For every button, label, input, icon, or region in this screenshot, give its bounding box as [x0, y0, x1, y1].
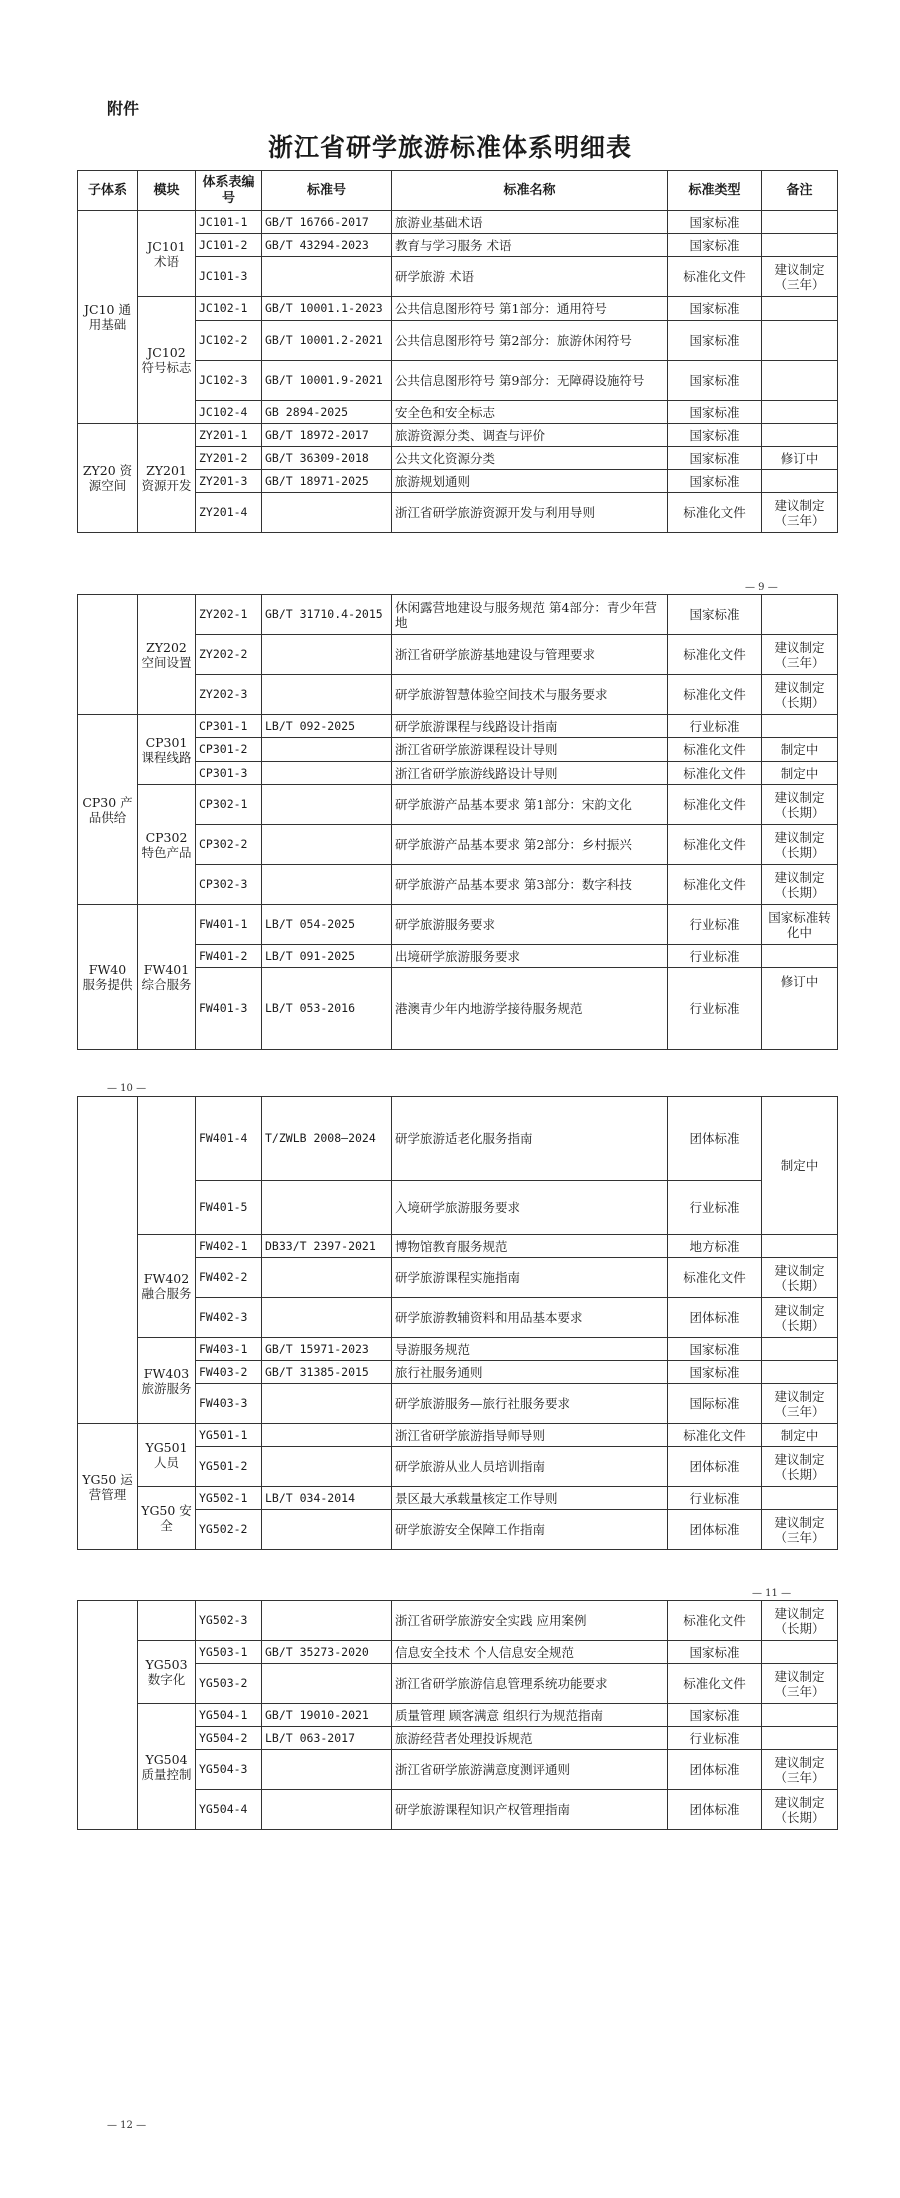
standard-number: [262, 1298, 392, 1338]
system-code: JC102-1: [196, 297, 262, 321]
remark: [762, 1641, 838, 1664]
system-code: JC101-1: [196, 211, 262, 234]
remark: 建议制定（长期）: [762, 865, 838, 905]
standard-type: 团体标准: [668, 1097, 762, 1181]
standard-type: 国家标准: [668, 447, 762, 470]
standard-name: 浙江省研学旅游指导师导则: [392, 1424, 668, 1447]
system-code: ZY202-1: [196, 595, 262, 635]
remark: 建议制定（长期）: [762, 675, 838, 715]
table-row: [78, 1338, 838, 1361]
standard-number: LB/T 053-2016: [262, 968, 392, 1050]
standard-name: 研学旅游课程知识产权管理指南: [392, 1790, 668, 1830]
subsystem-cell: JC10 通用基础: [78, 211, 138, 424]
page-number: — 12 —: [107, 2120, 147, 2131]
remark: 建议制定（长期）: [762, 785, 838, 825]
standard-type: 行业标准: [668, 1181, 762, 1235]
header-standard-number: 标准号: [262, 171, 392, 211]
standard-name: 质量管理 顾客满意 组织行为规范指南: [392, 1704, 668, 1727]
remark: 建议制定（三年）: [762, 635, 838, 675]
remark: [762, 321, 838, 361]
standard-number: [262, 1790, 392, 1830]
subsystem-cell: FW40 服务提供: [78, 905, 138, 1050]
remark: 建议制定（长期）: [762, 825, 838, 865]
standard-type: 团体标准: [668, 1447, 762, 1487]
standard-name: 研学旅游产品基本要求 第1部分：宋韵文化: [392, 785, 668, 825]
system-code: JC102-2: [196, 321, 262, 361]
remark: [762, 1361, 838, 1384]
module-cell: ZY201 资源开发: [138, 424, 196, 533]
standard-number: [262, 1258, 392, 1298]
standard-name: 研学旅游智慧体验空间技术与服务要求: [392, 675, 668, 715]
remark: 建议制定（长期）: [762, 1258, 838, 1298]
standard-type: 标准化文件: [668, 635, 762, 675]
module-cell: JC102 符号标志: [138, 297, 196, 424]
standard-type: 国家标准: [668, 470, 762, 493]
system-code: FW401-2: [196, 945, 262, 968]
standard-number: LB/T 091-2025: [262, 945, 392, 968]
table-row: [78, 211, 838, 234]
system-code: FW402-1: [196, 1235, 262, 1258]
remark: [762, 470, 838, 493]
standard-number: GB/T 10001.2-2021: [262, 321, 392, 361]
standard-name: 研学旅游课程与线路设计指南: [392, 715, 668, 738]
standard-number: LB/T 063-2017: [262, 1727, 392, 1750]
system-code: YG501-2: [196, 1447, 262, 1487]
module-cell: YG503 数字化: [138, 1641, 196, 1704]
standard-number: GB/T 19010-2021: [262, 1704, 392, 1727]
system-code: YG501-1: [196, 1424, 262, 1447]
remark: 修订中: [762, 968, 838, 1050]
system-code: ZY201-3: [196, 470, 262, 493]
remark: 建议制定（三年）: [762, 493, 838, 533]
standard-type: 行业标准: [668, 1487, 762, 1510]
remark: [762, 1487, 838, 1510]
standard-name: 港澳青少年内地游学接待服务规范: [392, 968, 668, 1050]
system-code: YG502-2: [196, 1510, 262, 1550]
standard-type: 标准化文件: [668, 675, 762, 715]
standard-name: 入境研学旅游服务要求: [392, 1181, 668, 1235]
standard-type: 标准化文件: [668, 1664, 762, 1704]
system-code: YG504-4: [196, 1790, 262, 1830]
remark: [762, 715, 838, 738]
standard-type: 国家标准: [668, 321, 762, 361]
standard-name: 研学旅游服务—旅行社服务要求: [392, 1384, 668, 1424]
system-code: JC102-3: [196, 361, 262, 401]
system-code: FW403-3: [196, 1384, 262, 1424]
system-code: FW401-1: [196, 905, 262, 945]
standard-number: GB/T 18971-2025: [262, 470, 392, 493]
standard-number: [262, 1664, 392, 1704]
subsystem-cell: [78, 1097, 138, 1424]
remark: 建议制定（三年）: [762, 257, 838, 297]
standard-name: 旅行社服务通则: [392, 1361, 668, 1384]
remark: 建议制定（三年）: [762, 1750, 838, 1790]
standard-type: 国家标准: [668, 297, 762, 321]
standard-number: LB/T 054-2025: [262, 905, 392, 945]
standard-type: 团体标准: [668, 1750, 762, 1790]
remark: [762, 1338, 838, 1361]
header-system-code: 体系表编号: [196, 171, 262, 211]
system-code: FW402-3: [196, 1298, 262, 1338]
module-cell: CP301 课程线路: [138, 715, 196, 785]
module-cell: CP302 特色产品: [138, 785, 196, 905]
standard-type: 标准化文件: [668, 738, 762, 762]
system-code: YG502-3: [196, 1601, 262, 1641]
standard-name: 公共文化资源分类: [392, 447, 668, 470]
standard-number: [262, 635, 392, 675]
standard-name: 研学旅游课程实施指南: [392, 1258, 668, 1298]
module-cell: FW401 综合服务: [138, 905, 196, 1050]
remark: [762, 595, 838, 635]
table-row: [78, 1487, 838, 1510]
system-code: YG503-2: [196, 1664, 262, 1704]
system-code: ZY202-3: [196, 675, 262, 715]
standard-number: [262, 1424, 392, 1447]
module-cell: YG50 安全: [138, 1487, 196, 1550]
remark: [762, 1704, 838, 1727]
subsystem-cell: CP30 产品供给: [78, 715, 138, 905]
table-row: [78, 1641, 838, 1664]
table-row: [78, 1235, 838, 1258]
table-row: [78, 1424, 838, 1447]
remark: 建议制定（长期）: [762, 1790, 838, 1830]
standard-name: 浙江省研学旅游线路设计导则: [392, 762, 668, 785]
module-cell: FW402 融合服务: [138, 1235, 196, 1338]
table-row: [78, 424, 838, 447]
standard-number: [262, 257, 392, 297]
system-code: FW401-5: [196, 1181, 262, 1235]
page-number: — 10 —: [107, 1083, 147, 1094]
standard-type: 行业标准: [668, 968, 762, 1050]
header-standard-name: 标准名称: [392, 171, 668, 211]
module-cell: YG504 质量控制: [138, 1704, 196, 1830]
remark: 制定中: [762, 1097, 838, 1235]
standard-type: 标准化文件: [668, 1601, 762, 1641]
header-standard-type: 标准类型: [668, 171, 762, 211]
standard-number: [262, 1510, 392, 1550]
standard-type: 团体标准: [668, 1790, 762, 1830]
page-number: — 11 —: [752, 1588, 792, 1599]
standard-number: GB/T 35273-2020: [262, 1641, 392, 1664]
standard-number: GB 2894-2025: [262, 401, 392, 424]
standard-type: 标准化文件: [668, 865, 762, 905]
remark: [762, 1727, 838, 1750]
standard-number: GB/T 31710.4-2015: [262, 595, 392, 635]
system-code: YG504-2: [196, 1727, 262, 1750]
standard-name: 公共信息图形符号 第9部分：无障碍设施符号: [392, 361, 668, 401]
system-code: ZY201-4: [196, 493, 262, 533]
standard-type: 行业标准: [668, 945, 762, 968]
system-code: JC102-4: [196, 401, 262, 424]
page-number: — 9 —: [745, 582, 778, 593]
standard-type: 团体标准: [668, 1510, 762, 1550]
table-header-row: [78, 171, 838, 211]
standard-number: [262, 1601, 392, 1641]
system-code: FW403-1: [196, 1338, 262, 1361]
table-row: [78, 785, 838, 825]
standard-name: 旅游规划通则: [392, 470, 668, 493]
system-code: ZY201-2: [196, 447, 262, 470]
remark: [762, 211, 838, 234]
page-title: 浙江省研学旅游标准体系明细表: [267, 133, 632, 162]
remark: 建议制定（长期）: [762, 1298, 838, 1338]
table-row: [78, 1097, 838, 1181]
standard-number: [262, 675, 392, 715]
module-cell: JC101 术语: [138, 211, 196, 297]
remark: [762, 1235, 838, 1258]
remark: 修订中: [762, 447, 838, 470]
standards-table-part-4: [77, 1600, 838, 1830]
system-code: YG502-1: [196, 1487, 262, 1510]
subsystem-cell: ZY20 资源空间: [78, 424, 138, 533]
standard-number: [262, 1384, 392, 1424]
system-code: CP302-1: [196, 785, 262, 825]
remark: [762, 297, 838, 321]
system-code: YG504-3: [196, 1750, 262, 1790]
standard-type: 国际标准: [668, 1384, 762, 1424]
table-row: [78, 1704, 838, 1727]
remark: 制定中: [762, 738, 838, 762]
system-code: FW402-2: [196, 1258, 262, 1298]
subsystem-cell: [78, 595, 138, 715]
system-code: ZY201-1: [196, 424, 262, 447]
standard-number: [262, 738, 392, 762]
standard-number: [262, 1750, 392, 1790]
standard-number: GB/T 10001.9-2021: [262, 361, 392, 401]
standard-number: GB/T 10001.1-2023: [262, 297, 392, 321]
module-cell: ZY202 空间设置: [138, 595, 196, 715]
module-cell: FW403 旅游服务: [138, 1338, 196, 1424]
standard-type: 国家标准: [668, 1361, 762, 1384]
standard-type: 标准化文件: [668, 1424, 762, 1447]
standard-name: 出境研学旅游服务要求: [392, 945, 668, 968]
system-code: JC101-2: [196, 234, 262, 257]
remark: 建议制定（长期）: [762, 1447, 838, 1487]
standard-type: 团体标准: [668, 1298, 762, 1338]
standard-name: 浙江省研学旅游安全实践 应用案例: [392, 1601, 668, 1641]
standard-type: 标准化文件: [668, 493, 762, 533]
standard-number: [262, 493, 392, 533]
remark: 建议制定（三年）: [762, 1510, 838, 1550]
standard-type: 国家标准: [668, 1338, 762, 1361]
standard-number: LB/T 034-2014: [262, 1487, 392, 1510]
standard-number: [262, 762, 392, 785]
standard-type: 标准化文件: [668, 825, 762, 865]
standard-type: 标准化文件: [668, 762, 762, 785]
header-remarks: 备注: [762, 171, 838, 211]
system-code: CP301-1: [196, 715, 262, 738]
standard-number: GB/T 18972-2017: [262, 424, 392, 447]
system-code: YG503-1: [196, 1641, 262, 1664]
standards-table-part-1: [77, 170, 838, 533]
standard-name: 公共信息图形符号 第2部分：旅游休闲符号: [392, 321, 668, 361]
standard-number: [262, 1181, 392, 1235]
standard-name: 公共信息图形符号 第1部分：通用符号: [392, 297, 668, 321]
standard-name: 景区最大承载量核定工作导则: [392, 1487, 668, 1510]
standard-type: 国家标准: [668, 234, 762, 257]
standard-type: 国家标准: [668, 211, 762, 234]
remark: 制定中: [762, 762, 838, 785]
standard-name: 浙江省研学旅游信息管理系统功能要求: [392, 1664, 668, 1704]
system-code: FW403-2: [196, 1361, 262, 1384]
standard-number: [262, 825, 392, 865]
system-code: CP302-2: [196, 825, 262, 865]
standard-name: 导游服务规范: [392, 1338, 668, 1361]
standard-name: 浙江省研学旅游基地建设与管理要求: [392, 635, 668, 675]
remark: 国家标准转化中: [762, 905, 838, 945]
table-row: [78, 905, 838, 945]
table-row: [78, 1601, 838, 1641]
table-row: [78, 715, 838, 738]
standard-name: 旅游经营者处理投诉规范: [392, 1727, 668, 1750]
remark: [762, 401, 838, 424]
attachment-label: 附件: [107, 99, 140, 118]
header-subsystem: 子体系: [78, 171, 138, 211]
remark: 建议制定（长期）: [762, 1601, 838, 1641]
remark: [762, 361, 838, 401]
standard-number: LB/T 092-2025: [262, 715, 392, 738]
remark: [762, 945, 838, 968]
standard-number: [262, 1447, 392, 1487]
system-code: YG504-1: [196, 1704, 262, 1727]
standard-type: 行业标准: [668, 905, 762, 945]
standard-name: 浙江省研学旅游资源开发与利用导则: [392, 493, 668, 533]
standard-type: 国家标准: [668, 424, 762, 447]
standard-name: 浙江省研学旅游满意度测评通则: [392, 1750, 668, 1790]
standard-type: 地方标准: [668, 1235, 762, 1258]
standard-name: 信息安全技术 个人信息安全规范: [392, 1641, 668, 1664]
standard-number: GB/T 16766-2017: [262, 211, 392, 234]
standard-name: 研学旅游适老化服务指南: [392, 1097, 668, 1181]
standard-type: 国家标准: [668, 1641, 762, 1664]
standard-type: 国家标准: [668, 361, 762, 401]
standard-type: 国家标准: [668, 401, 762, 424]
module-cell: YG501 人员: [138, 1424, 196, 1487]
subsystem-cell: [78, 1601, 138, 1830]
table-row: [78, 297, 838, 321]
standard-number: GB/T 31385-2015: [262, 1361, 392, 1384]
standards-table-part-3: [77, 1096, 838, 1550]
standard-name: 研学旅游教辅资料和用品基本要求: [392, 1298, 668, 1338]
standard-number: GB/T 15971-2023: [262, 1338, 392, 1361]
standards-table-part-2: [77, 594, 838, 1050]
standard-name: 教育与学习服务 术语: [392, 234, 668, 257]
remark: [762, 424, 838, 447]
standard-number: DB33/T 2397-2021: [262, 1235, 392, 1258]
standard-type: 行业标准: [668, 715, 762, 738]
standard-number: T/ZWLB 2008—2024: [262, 1097, 392, 1181]
standard-type: 标准化文件: [668, 257, 762, 297]
standard-number: GB/T 43294-2023: [262, 234, 392, 257]
standard-name: 休闲露营地建设与服务规范 第4部分：青少年营地: [392, 595, 668, 635]
remark: 建议制定（三年）: [762, 1384, 838, 1424]
standard-name: 旅游资源分类、调查与评价: [392, 424, 668, 447]
remark: [762, 234, 838, 257]
standard-type: 国家标准: [668, 1704, 762, 1727]
standard-type: 标准化文件: [668, 1258, 762, 1298]
system-code: CP301-2: [196, 738, 262, 762]
module-cell: [138, 1601, 196, 1641]
standard-type: 行业标准: [668, 1727, 762, 1750]
table-row: [78, 595, 838, 635]
standard-name: 安全色和安全标志: [392, 401, 668, 424]
standard-type: 国家标准: [668, 595, 762, 635]
system-code: CP302-3: [196, 865, 262, 905]
standard-name: 旅游业基础术语: [392, 211, 668, 234]
standard-name: 博物馆教育服务规范: [392, 1235, 668, 1258]
remark: 制定中: [762, 1424, 838, 1447]
remark: 建议制定（三年）: [762, 1664, 838, 1704]
standard-name: 浙江省研学旅游课程设计导则: [392, 738, 668, 762]
system-code: FW401-4: [196, 1097, 262, 1181]
header-module: 模块: [138, 171, 196, 211]
standard-name: 研学旅游从业人员培训指南: [392, 1447, 668, 1487]
subsystem-cell: YG50 运营管理: [78, 1424, 138, 1550]
standard-number: [262, 865, 392, 905]
standard-name: 研学旅游 术语: [392, 257, 668, 297]
system-code: CP301-3: [196, 762, 262, 785]
standard-name: 研学旅游产品基本要求 第2部分：乡村振兴: [392, 825, 668, 865]
system-code: ZY202-2: [196, 635, 262, 675]
standard-name: 研学旅游服务要求: [392, 905, 668, 945]
system-code: FW401-3: [196, 968, 262, 1050]
standard-number: [262, 785, 392, 825]
system-code: JC101-3: [196, 257, 262, 297]
standard-name: 研学旅游产品基本要求 第3部分：数字科技: [392, 865, 668, 905]
standard-name: 研学旅游安全保障工作指南: [392, 1510, 668, 1550]
standard-type: 标准化文件: [668, 785, 762, 825]
module-cell: [138, 1097, 196, 1235]
standard-number: GB/T 36309-2018: [262, 447, 392, 470]
